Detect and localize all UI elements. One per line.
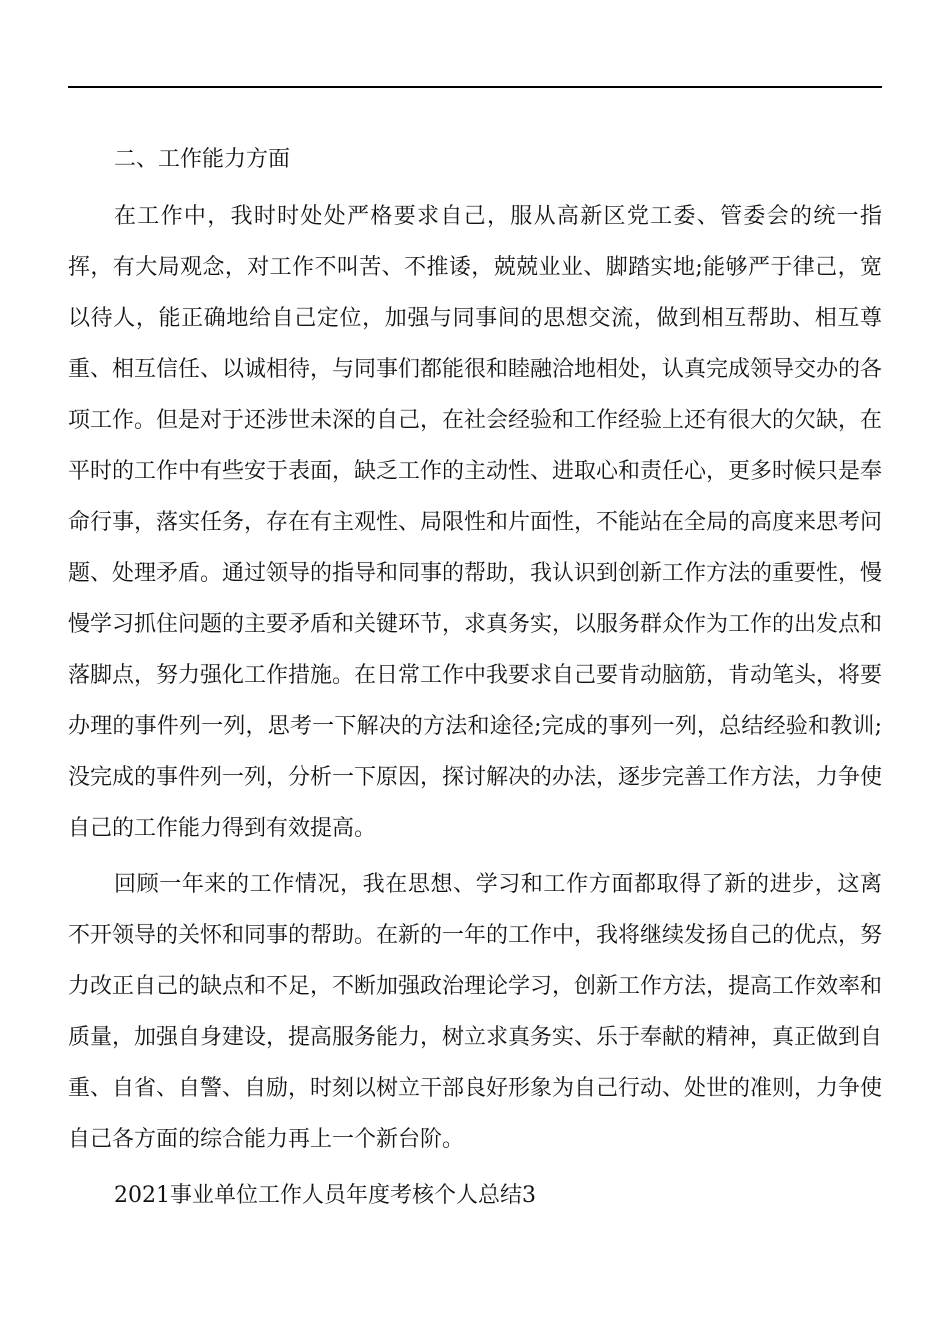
next-section-title: 2021事业单位工作人员年度考核个人总结3 [114, 1183, 536, 1208]
header-rule [68, 86, 882, 88]
section-heading: 二、工作能力方面 [114, 147, 291, 172]
document-body [68, 137, 882, 1221]
paragraph-work-ability: 在工作中，我时时处处严格要求自己，服从高新区党工委、管委会的统一指挥，有大局观念，对工作不叫苦、不推诿，兢兢业业、脚踏实地;能够严于律己，宽以待人，能正确地给自己定位，加强与同事间的思想交流，做到相互帮助、相互尊重、相互信任、以诚相待，与同事们都能很和睦融洽地相处，认真完成领导交办的各项工作。但是对于还涉世未深的自己，在社会经验和工作经验上还有很大的欠缺，在平时的工作中有些安于表面，缺乏工作的主动性、进取心和责任心，更多时候只是奉命行事，落实任务，存在有主观性、局限性和片面性，不能站在全局的高度来思考问题、处理矛盾。通过领导的指导和同事的帮助，我认识到创新工作方法的重要性，慢慢学习抓住问题的主要矛盾和关键环节，求真务实，以服务群众作为工作的出发点和落脚点，努力强化工作措施。在日常工作中我要求自己要肯动脑筋，肯动笔头，将要办理的事件列一列，思考一下解决的方法和途径;完成的事列一列，总结经验和教训;没完成的事件列一列，分析一下原因，探讨解决的办法，逐步完善工作方法，力争使自己的工作能力得到有效提高。 [68, 204, 883, 841]
paragraph-review: 回顾一年来的工作情况，我在思想、学习和工作方面都取得了新的进步，这离不开领导的关怀和同事的帮助。在新的一年的工作中，我将继续发扬自己的优点，努力改正自己的缺点和不足，不断加强政治理论学习，创新工作方法，提高工作效率和质量，加强自身建设，提高服务能力，树立求真务实、乐于奉献的精神，真正做到自重、自省、自警、自励，时刻以树立干部良好形象为自己行动、处世的准则，力争使自己各方面的综合能力再上一个新台阶。 [68, 872, 883, 1152]
